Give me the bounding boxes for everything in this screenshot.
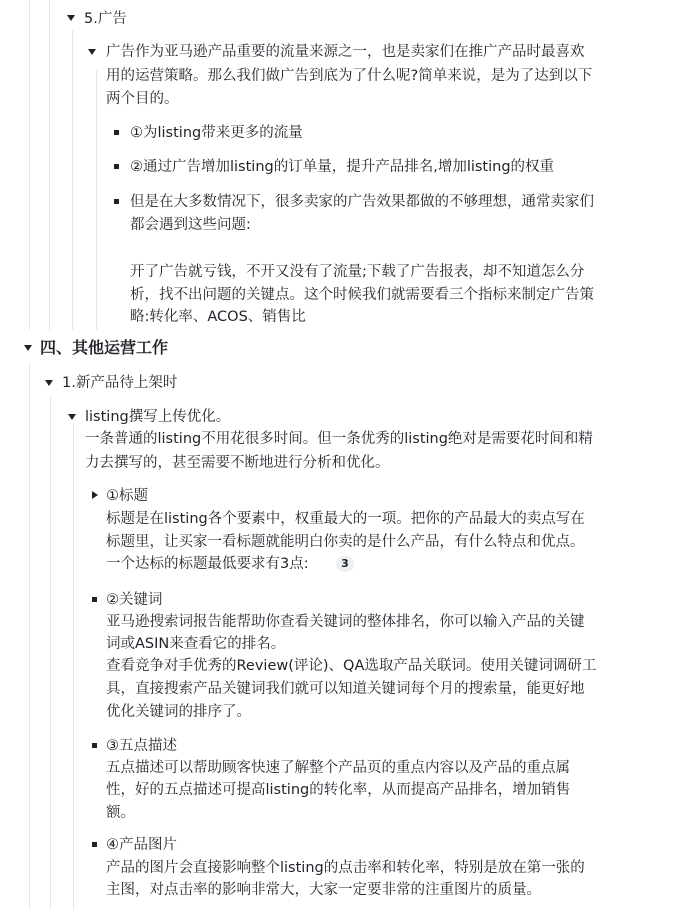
indent-guide bbox=[72, 30, 73, 330]
collapse-toggle-icon[interactable] bbox=[24, 345, 32, 351]
item-title-head: ①标题 bbox=[106, 488, 148, 504]
section-title-other-ops: 四、其他运营工作 bbox=[40, 338, 169, 357]
bullet-icon bbox=[114, 130, 119, 135]
item-bullets-head: ③五点描述 bbox=[106, 738, 177, 754]
collapse-toggle-icon[interactable] bbox=[88, 49, 96, 55]
indent-guide bbox=[96, 70, 97, 330]
listing-title: listing撰写上传优化。 bbox=[85, 409, 231, 425]
indent-guide bbox=[49, 0, 50, 330]
collapse-toggle-icon[interactable] bbox=[45, 380, 53, 386]
expand-toggle-icon[interactable] bbox=[92, 491, 98, 499]
indent-guide bbox=[29, 362, 30, 910]
item-keyword-head: ②关键词 bbox=[106, 592, 163, 608]
collapse-toggle-icon[interactable] bbox=[67, 15, 75, 21]
bullet-icon bbox=[92, 743, 97, 748]
indent-guide bbox=[29, 0, 30, 330]
item-images-head: ④产品图片 bbox=[106, 837, 177, 853]
indent-guide bbox=[73, 424, 74, 910]
collapse-toggle-icon[interactable] bbox=[68, 414, 76, 420]
bullet-icon bbox=[114, 164, 119, 169]
ads-goal-1: ①为listing带来更多的流量 bbox=[130, 125, 303, 141]
bullet-icon bbox=[92, 842, 97, 847]
ads-goal-2: ②通过广告增加listing的订单量，提升产品排名,增加listing的权重 bbox=[130, 159, 555, 175]
subsection-new-product: 1.新产品待上架时 bbox=[62, 375, 178, 391]
indent-guide bbox=[50, 396, 51, 910]
section-title-ads: 5.广告 bbox=[84, 11, 127, 27]
child-count-badge[interactable]: 3 bbox=[336, 556, 354, 572]
bullet-icon bbox=[114, 199, 119, 204]
bullet-icon bbox=[92, 597, 97, 602]
